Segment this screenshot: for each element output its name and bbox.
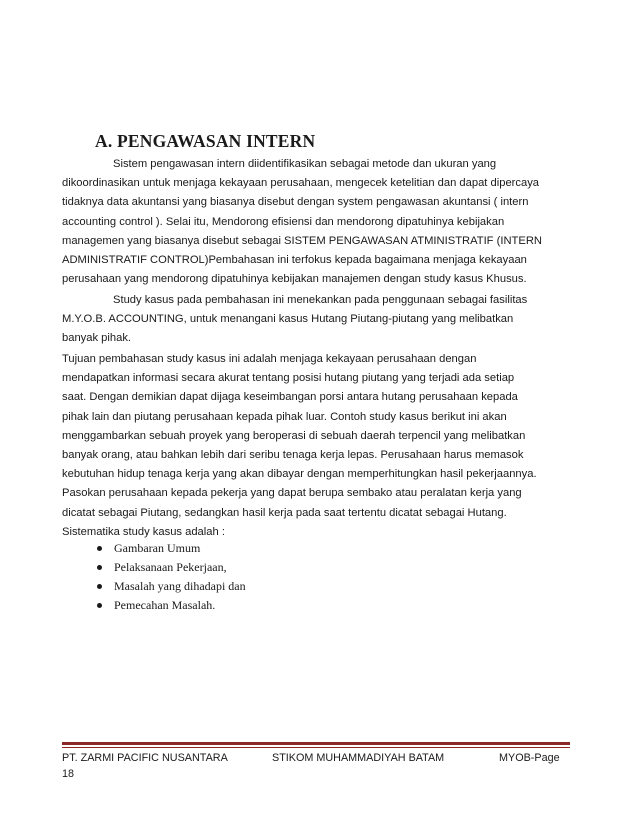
- paragraph-line: Sistematika study kasus adalah :: [62, 525, 225, 538]
- paragraph-line: Sistem pengawasan intern diidentifikasikan sebagai metode dan ukuran yang: [113, 158, 497, 170]
- list-item-label: Masalah yang dihadapi dan: [114, 579, 246, 593]
- footer-page-label: MYOB-Page: [499, 752, 560, 764]
- bullet-icon: [97, 603, 102, 608]
- paragraph-line: accounting control ). Selai itu, Mendorong efisiensi dan mendorong dipatuhinya kebijakan: [62, 215, 505, 228]
- paragraph-line: managemen yang biasanya disebut sebagai SISTEM PENGAWASAN ATMINISTRATIF (INTERN: [62, 234, 542, 247]
- paragraph-line: banyak orang, atau bahkan lebih dari seribu tenaga kerja lepas. Perusahaan harus memasok: [62, 449, 524, 462]
- paragraph-line: mendapatkan informasi secara akurat tentang posisi hutang piutang yang terjadi ada setiap: [62, 372, 515, 385]
- paragraph-line: Study kasus pada pembahasan ini menekankan pada penggunaan sebagai fasilitas: [113, 294, 528, 306]
- paragraph-line: M.Y.O.B. ACCOUNTING, untuk menangani kasus Hutang Piutang-piutang yang melibatkan: [62, 313, 514, 326]
- list-item-label: Gambaran Umum: [114, 541, 201, 555]
- paragraph-line: kebutuhan hidup tenaga kerja yang akan dibayar dengan memperhitungkan hasil pekerjaannya.: [62, 468, 537, 481]
- bullet-list: [64, 539, 246, 615]
- footer-page-number: 18: [62, 768, 75, 780]
- list-item-label: Pelaksanaan Pekerjaan,: [114, 560, 227, 574]
- footer-divider-thick: [62, 742, 570, 745]
- paragraph-line: tidaknya data akuntansi yang biasanya disebut dengan system pengawasan akuntansi ( intern: [62, 196, 529, 209]
- paragraph-line: pihak lain dan piutang perusahaan kepada pihak luar. Contoh study kasus berikut ini akan: [62, 410, 507, 423]
- paragraph-line: Tujuan pembahasan study kasus ini adalah menjaga kekayaan perusahaan dengan: [62, 353, 477, 365]
- section-heading: A. PENGAWASAN INTERN: [95, 131, 316, 151]
- paragraph-pengawasan-intern: [62, 155, 574, 289]
- paragraph-line: saat. Dengan demikian dapat dijaga keseimbangan porsi antara hutang perusahaan kepada: [62, 391, 518, 404]
- footer-row: [62, 766, 572, 782]
- list-item: [64, 577, 246, 596]
- bullet-icon: [97, 584, 102, 589]
- paragraph-line: dikoordinasikan untuk menjaga kekayaan perusahaan, mengecek ketelitian dan dapat dipercaya: [62, 177, 540, 190]
- footer-school: STIKOM MUHAMMADIYAH BATAM: [272, 752, 445, 764]
- footer-divider-thin: [62, 747, 570, 748]
- paragraph-study-kasus: [62, 291, 574, 349]
- footer-row: [62, 750, 572, 766]
- paragraph-line: ADMINISTRATIF CONTROL)Pembahasan ini terfokus kepada bagaimana menjaga kekayaan: [62, 254, 527, 267]
- list-item: [64, 596, 226, 615]
- paragraph-line: menggambarkan sebuah proyek yang beroperasi di sebuah daerah terpencil yang melibatkan: [62, 429, 526, 442]
- paragraph-line: Pasokan perusahaan kepada pekerja yang dapat berupa sembako atau peralatan kerja yang: [62, 487, 522, 500]
- bullet-icon: [97, 565, 102, 570]
- page-footer: [62, 750, 572, 782]
- footer-company: PT. ZARMI PACIFIC NUSANTARA: [62, 752, 228, 764]
- paragraph-tujuan: [62, 350, 574, 542]
- list-item: [64, 558, 226, 577]
- paragraph-line: perusahaan yang mendorong dipatuhinya kebijakan manajemen dengan study kasus Khusus.: [62, 273, 527, 286]
- list-item-label: Pemecahan Masalah.: [114, 598, 216, 612]
- list-item: [64, 539, 226, 558]
- bullet-icon: [97, 546, 102, 551]
- paragraph-line: banyak pihak.: [62, 332, 132, 345]
- paragraph-line: dicatat sebagai Piutang, sedangkan hasil kerja pada saat tertentu dicatat sebagai Hutang.: [62, 506, 507, 519]
